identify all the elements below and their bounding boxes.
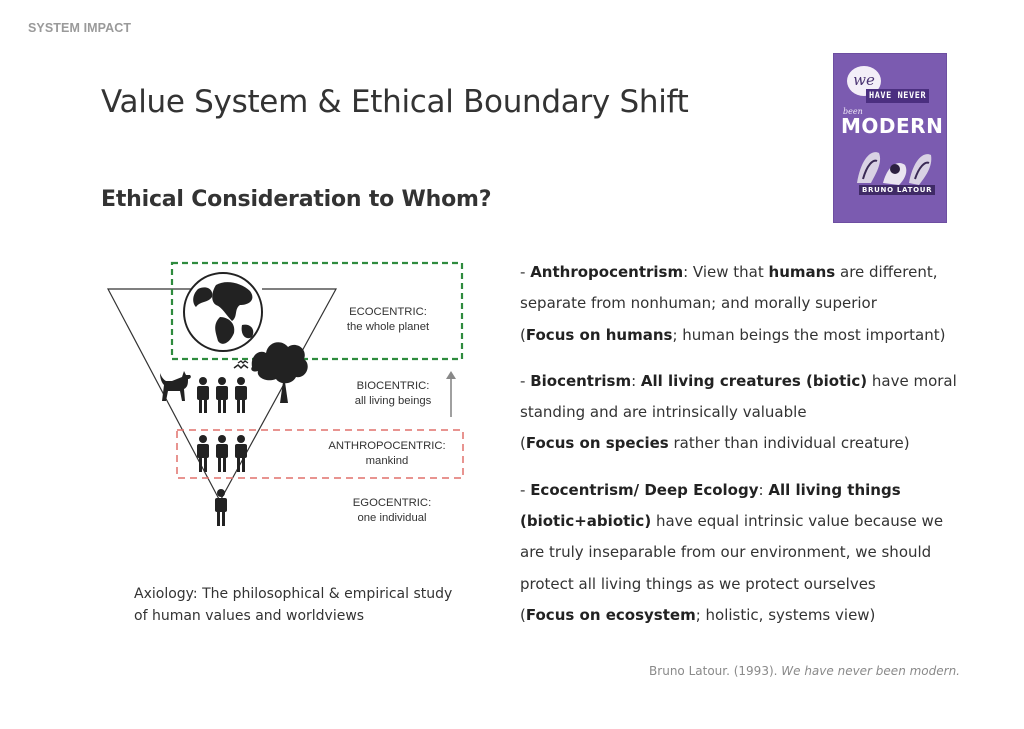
text-span: have equal intrinsic value because we [651,512,944,531]
mankind-people-icon [197,435,247,472]
biocentrism-line-3 [520,428,980,459]
focus-ecosystem: Focus on ecosystem [525,605,696,624]
book-cover-art [853,139,933,187]
section-label: SYSTEM IMPACT [28,21,132,35]
axiology-caption [134,583,474,627]
people-icon [197,377,247,413]
level-biocentric-desc: all living beings [354,395,432,407]
emphasis-living-creatures: All living creatures (biotic) [640,371,868,390]
level-egocentric-desc: one individual [357,512,427,524]
citation-title: We have never been modern. [781,664,960,678]
citation [649,664,960,678]
level-ecocentric-desc: the whole planet [346,321,430,333]
level-anthropocentric-desc: mankind [365,455,409,467]
ecocentrism-line-3: are truly inseparable from our environment, we should [520,543,932,562]
page-subtitle: Ethical Consideration to Whom? [101,187,492,212]
birds-icon [234,361,248,368]
ecocentrism-line-2 [520,506,980,537]
dog-icon [160,371,191,401]
globe-icon [184,273,262,351]
biocentrism-item [520,366,980,460]
emphasis-biotic-abiotic: (biotic+abiotic) [520,512,652,531]
anthropocentrism-item [520,257,980,351]
ecocentrism-line-5 [520,600,980,631]
level-biocentric-name: BIOCENTRIC: [356,380,430,392]
definitions-list [520,257,980,646]
book-cover-modern: MODERN [841,114,944,138]
level-egocentric-name: EGOCENTRIC: [352,497,432,509]
biocentrism-line-2: standing and are intrinsically valuable [520,403,807,422]
term-biocentrism: Biocentrism [530,371,632,390]
text-span: ( [520,325,526,344]
level-biocentric [318,379,468,409]
level-ecocentric-name: ECOCENTRIC: [349,306,427,318]
book-cover-image [833,53,947,223]
ethics-diagram [100,255,480,545]
anthropocentrism-line-3 [520,320,980,351]
book-cover-we: we [847,66,881,96]
focus-species: Focus on species [525,434,669,453]
text-span: ( [520,605,526,624]
axiology-line-1: Axiology: The philosophical & empirical study [134,586,453,602]
text-span: ( [520,434,526,453]
text-span: ; holistic, systems view) [695,605,876,624]
citation-plain: Bruno Latour. (1993). [649,664,782,678]
ecocentrism-line-1 [520,475,980,506]
emphasis-humans: humans [768,263,836,281]
text-span: ; human beings the most important) [672,325,946,344]
focus-humans: Focus on humans [525,325,673,344]
ecocentrism-line-4: protect all living things as we protect ourselves [520,574,876,593]
book-cover-have-never: HAVE NEVER [866,89,929,103]
book-cover-been: been [843,107,863,116]
ecocentrism-item [520,475,980,631]
level-anthropocentric [312,439,462,469]
biocentrism-line-1 [520,366,980,397]
emphasis-all-living-things: All living things [768,480,901,499]
text-span: are different, [835,263,938,281]
text-span: - [520,263,531,281]
term-anthropocentrism: Anthropocentrism [530,263,684,281]
level-ecocentric [313,305,463,335]
page-title: Value System & Ethical Boundary Shift [101,84,689,120]
text-span: : View that [683,263,769,281]
anthropocentrism-line-2: separate from nonhuman; and morally superior [520,294,877,313]
text-span: - [520,371,531,390]
level-egocentric [317,496,467,526]
tree-icon [251,342,307,403]
text-span: : [758,480,769,499]
anthropocentrism-line-1 [520,257,980,288]
level-anthropocentric-name: ANTHROPOCENTRIC: [328,440,446,452]
text-span: have moral [867,371,957,390]
term-ecocentrism: Ecocentrism/ Deep Ecology [530,480,759,499]
axiology-line-2: of human values and worldviews [134,608,365,624]
text-span: rather than individual creature) [668,434,910,453]
text-span: : [631,371,641,390]
text-span: - [520,480,531,499]
book-cover-author: BRUNO LATOUR [859,185,935,195]
